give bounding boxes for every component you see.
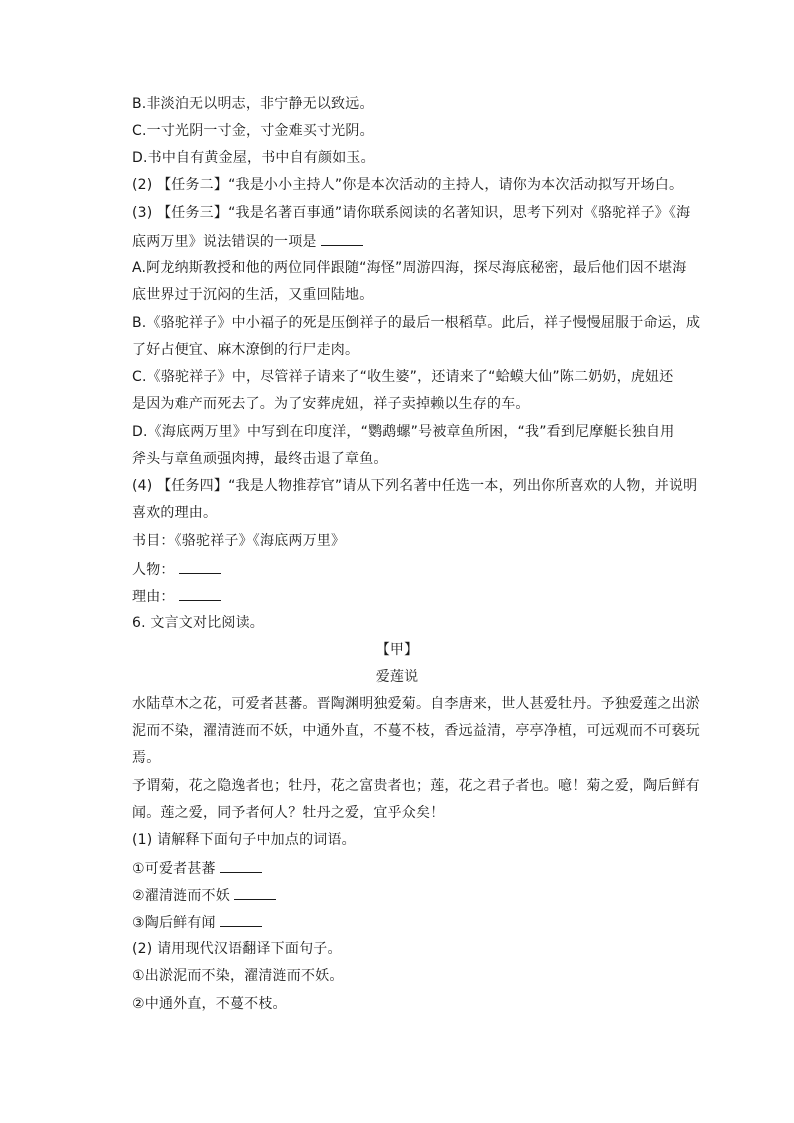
choice-c-line-1: C.《骆驼祥子》中，尽管祥子请来了“收生婆”，还请来了“蛤蟆大仙”陈二奶奶，虎妞还 bbox=[132, 369, 674, 385]
task-four-line-2: 喜欢的理由。 bbox=[132, 505, 218, 521]
choice-b-line-1: B.《骆驼祥子》中小福子的死是压倒祥子的最后一根稻草。此后，祥子慢慢屈服于命运，成 bbox=[132, 315, 701, 331]
choice-a-line-2: 底世界过于沉闷的生活，又重回陆地。 bbox=[132, 287, 374, 303]
passage-line-3: 焉。 bbox=[132, 750, 161, 766]
option-d: D.书中自有黄金屋，书中自有颜如玉。 bbox=[132, 150, 375, 166]
word-item-3-text: ③陶后鲜有闻 bbox=[132, 915, 216, 931]
sub-question-1: (1) 请解释下面句子中加点的词语。 bbox=[132, 832, 356, 848]
word-item-1-text: ①可爱者甚蕃 bbox=[132, 861, 216, 877]
choice-b-line-2: 了好占便宜、麻木潦倒的行尸走肉。 bbox=[132, 342, 360, 358]
word-item-2 bbox=[132, 885, 276, 906]
passage-line-5: 闻。莲之爱，同予者何人？牡丹之爱，宜乎众矣！ bbox=[132, 805, 445, 821]
word-item-2-text: ②濯清涟而不妖 bbox=[132, 888, 230, 904]
character-label: 人物： bbox=[132, 562, 175, 578]
answer-blank bbox=[220, 858, 262, 873]
word-item-3 bbox=[132, 912, 262, 933]
choice-c-line-2: 是因为难产而死去了。为了安葬虎妞，祥子卖掉赖以生存的车。 bbox=[132, 396, 530, 412]
task-four-line-1: (4) 【任务四】“我是人物推荐官”请从下列名著中任选一本，列出你所喜欢的人物，并说明 bbox=[132, 478, 698, 494]
reason-label: 理由： bbox=[132, 589, 175, 605]
question-six: 6. 文言文对比阅读。 bbox=[132, 615, 265, 631]
translate-item-1: ①出淤泥而不染，濯清涟而不妖。 bbox=[132, 968, 344, 984]
reason-line bbox=[132, 586, 221, 607]
word-item-1 bbox=[132, 858, 262, 879]
answer-blank bbox=[321, 231, 363, 246]
choice-d-line-1: D.《海底两万里》中写到在印度洋，“鹦鹉螺”号被章鱼所困，“我”看到尼摩艇长独自用 bbox=[132, 424, 675, 440]
passage-label-jia: 【甲】 bbox=[375, 642, 419, 658]
sub-question-2: (2) 请用现代汉语翻译下面句子。 bbox=[132, 941, 342, 957]
task-two: (2) 【任务二】“我是小小主持人”你是本次活动的主持人，请你为本次活动拟写开场白。 bbox=[132, 177, 684, 193]
passage-line-2: 泥而不染，濯清涟而不妖，中通外直，不蔓不枝，香远益清，亭亭净植，可远观而不可亵玩 bbox=[132, 723, 700, 739]
passage-line-1: 水陆草木之花，可爱者甚蕃。晋陶渊明独爱菊。自李唐来，世人甚爱牡丹。予独爱莲之出淤 bbox=[132, 696, 700, 712]
task-three-line-2 bbox=[132, 231, 363, 252]
book-list: 书目：《骆驼祥子》《海底两万里》 bbox=[132, 533, 346, 549]
answer-blank bbox=[179, 559, 221, 574]
translate-item-2: ②中通外直，不蔓不枝。 bbox=[132, 996, 287, 1012]
passage-title: 爱莲说 bbox=[375, 669, 419, 685]
choice-a-line-1: A.阿龙纳斯教授和他的两位同伴跟随“海怪”周游四海，探尽海底秘密，最后他们因不堪海 bbox=[132, 260, 687, 276]
option-b: B.非淡泊无以明志，非宁静无以致远。 bbox=[132, 96, 374, 112]
task-three-line-1: (3) 【任务三】“我是名著百事通”请你联系阅读的名著知识，思考下列对《骆驼祥子》《海 bbox=[132, 205, 691, 221]
option-c: C.一寸光阴一寸金，寸金难买寸光阴。 bbox=[132, 123, 374, 139]
choice-d-line-2: 斧头与章鱼顽强肉搏，最终击退了章鱼。 bbox=[132, 451, 388, 467]
answer-blank bbox=[234, 885, 276, 900]
passage-line-4: 予谓菊，花之隐逸者也；牡丹，花之富贵者也；莲，花之君子者也。噫！菊之爱，陶后鲜有 bbox=[132, 778, 700, 794]
task-three-text: 底两万里》说法错误的一项是 bbox=[132, 234, 317, 250]
answer-blank bbox=[220, 912, 262, 927]
character-line bbox=[132, 559, 221, 580]
answer-blank bbox=[179, 586, 221, 601]
